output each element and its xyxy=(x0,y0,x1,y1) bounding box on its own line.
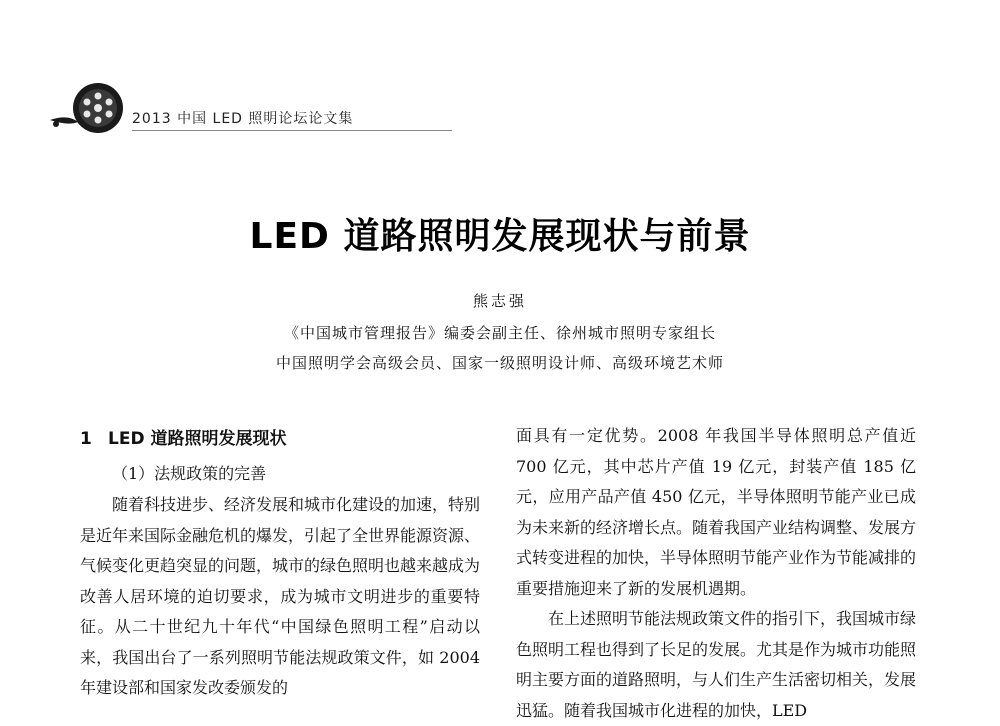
body-paragraph: 在上述照明节能法规政策文件的指引下，我国城市绿色照明工程也得到了长足的发展。尤其是作为城市功能照明主要方面的道路照明，与人们生产生活密切相关，发展迅猛。随着我国城市化进程的加快，LED xyxy=(516,609,917,720)
author-affiliation-2: 中国照明学会高级会员、国家一级照明设计师、高级环境艺术师 xyxy=(275,354,724,372)
left-column xyxy=(80,420,480,704)
article-title: LED 道路照明发展现状与前景 xyxy=(249,216,751,257)
running-header xyxy=(48,80,468,136)
section-number: 1 xyxy=(80,429,92,449)
body-paragraph: 随着科技进步、经济发展和城市化建设的加速，特别是近年来国际金融危机的爆发，引起了全世界能源资源、气候变化更趋突显的问题，城市的绿色照明也越来越成为改善人居环境的迫切要求，成为城市文明进步的重要特征。从二十世纪九十年代“中国绿色照明工程”启动以来，我国出台了一系列照明节能法规政策文件，如 2004 年建设部和国家发改委颁发的 xyxy=(80,495,481,697)
led-lamp-logo-icon xyxy=(48,80,126,136)
author-affiliation-1: 《中国城市管理报告》编委会副主任、徐州城市照明专家组长 xyxy=(283,324,716,342)
header-divider xyxy=(132,130,452,131)
right-column xyxy=(516,421,916,726)
section-heading-text: LED 道路照明发展现状 xyxy=(108,429,287,449)
section-heading xyxy=(80,420,480,458)
article-author: 熊志强 xyxy=(472,292,527,310)
body-paragraph-continued: 面具有一定优势。2008 年我国半导体照明总产值近 700 亿元，其中芯片产值 19 亿元，封装产值 185 亿元，应用产品产值 450 亿元，半导体照明节能产业已成为未来新的经济增长点。随着我国产业结构调整、发展方式转变进程的加快，半导体照明节能产业作为节能减排的重要措施迎来了新的发展机遇期。 xyxy=(516,426,917,598)
header-collection-title: 2013 中国 LED 照明论坛论文集 xyxy=(132,111,354,127)
subsection-heading: （1）法规政策的完善 xyxy=(112,464,267,483)
